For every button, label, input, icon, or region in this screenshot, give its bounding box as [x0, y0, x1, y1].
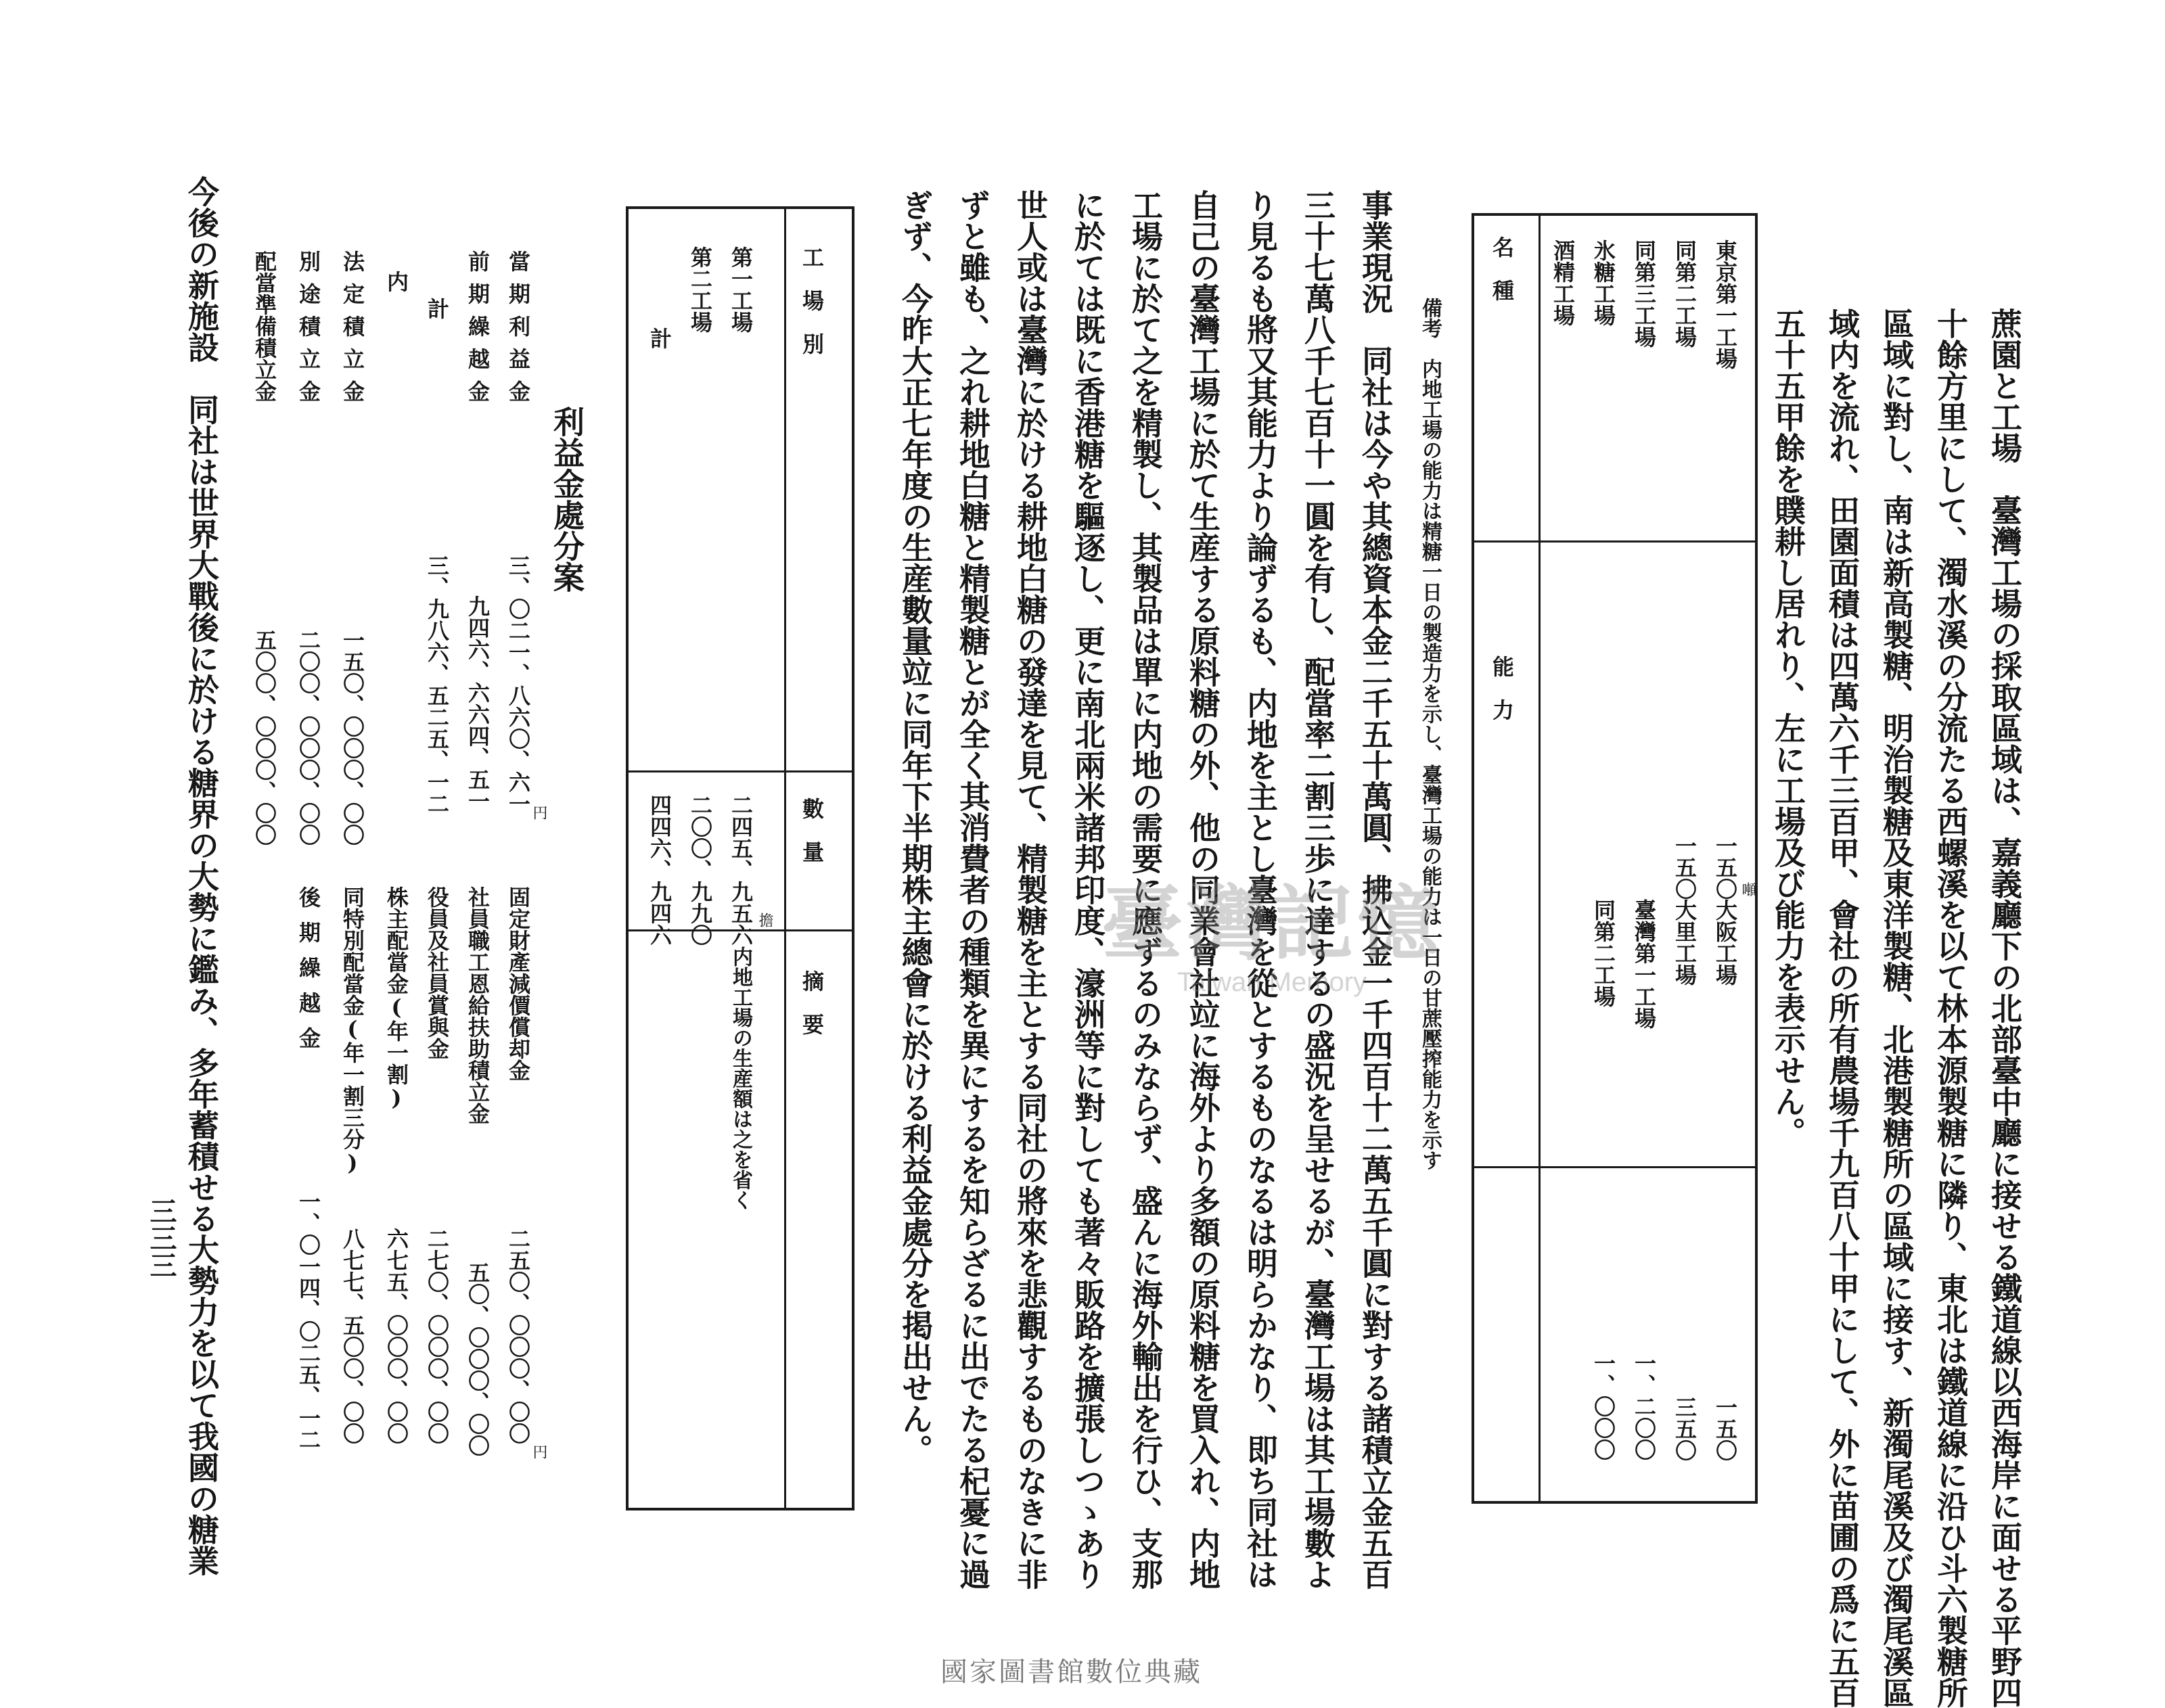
main-text-col5: 五十五甲餘を贌耕し居れり、左に工場及び能力を表示せん。 [1770, 308, 1806, 1148]
capacity-left-value-2: 一五〇 [1672, 835, 1697, 900]
capacity-right-name-4: 同第二工場 [1591, 899, 1616, 1007]
page-number: 三三三 [145, 1197, 177, 1278]
capacity-header-name: 名 種 [1489, 236, 1515, 301]
profit-right-value-6: 一、〇一四、〇二五、一二 [296, 1191, 321, 1450]
business-text-col9: ぎず、今昨大正七年度の生産數量竝に同年下半期株主總會に於ける利益金處分を掲出せん。 [897, 189, 934, 1465]
capacity-left-value-1: 一五〇 [1712, 835, 1738, 900]
capacity-left-name-4: 氷糖工場 [1591, 239, 1616, 326]
profit-right-label-4: 株主配當金(年一割) [384, 886, 409, 1111]
profit-left-value-5: 一五〇、〇〇〇、〇〇 [340, 629, 365, 846]
production-table [626, 206, 854, 1510]
profit-left-value-1: 三、〇二一、八六〇、六一 [505, 555, 531, 814]
production-row-name-2: 第二工場 [687, 246, 713, 333]
profit-left-label-6: 別途積立金 [296, 250, 321, 413]
business-text-col8: ずと雖も、之れ耕地白糖と精製糖とが全く其消費者の種類を異にするを知らざるに出でたる杞憂に過 [955, 189, 991, 1590]
business-text-col2: 三十七萬八千七百十一圓を有し、配當率二割三歩に達するの盛況を呈せるが、臺灣工場は其工場數よ [1300, 189, 1336, 1590]
capacity-left-name-5: 酒精工場 [1550, 239, 1576, 326]
profit-right-label-5: 同特別配當金(年一割三分) [340, 886, 365, 1176]
watermark-main-text: 臺灣記憶 [1101, 876, 1442, 971]
production-note: 内地工場の生産額は之を省く [729, 946, 752, 1210]
profit-right-value-3: 二七〇、〇〇〇、〇〇 [424, 1228, 450, 1444]
business-text-col7: 世人或は臺灣に於ける耕地白糖の發達を見て、精製糖を主とする同社の將來を悲觀するものなきに非 [1012, 189, 1049, 1590]
taiwan-memory-watermark [1096, 859, 1448, 997]
profit-left-label-7: 配當準備積立金 [252, 250, 277, 402]
profit-right-label-2: 社員職工恩給扶助積立金 [465, 886, 491, 1124]
watermark-sub-text: Taiwan Memory [1177, 967, 1367, 997]
business-text-col1: 事業現況 同社は今や其總資本金二千五十萬圓、拂込金一千四百十二萬五千圓に對する諸積立金五百 [1357, 189, 1394, 1590]
profit-left-value-2: 九四六、六六四、五一 [465, 595, 491, 812]
main-text-col3: 區域に對し、南は新高製糖、明治製糖及東洋製糖、北港製糖所の區域に接す、新濁尾溪及び濁尾溪區 [1878, 308, 1915, 1708]
profit-yen-mark-1: 円 [530, 805, 547, 820]
capacity-left-name-1: 東京第一工場 [1712, 239, 1738, 369]
profit-right-value-4: 六七五、〇〇〇、〇〇 [384, 1228, 409, 1444]
production-header-note: 摘 要 [799, 970, 825, 1035]
profit-right-value-1: 二五〇、〇〇〇、〇〇 [505, 1228, 531, 1444]
profit-left-value-7: 五〇〇、〇〇〇、〇〇 [252, 629, 277, 846]
profit-right-value-5: 八七七、五〇〇、〇〇 [340, 1228, 365, 1444]
capacity-header-capacity: 能 力 [1489, 655, 1515, 720]
footer-credit: 國家圖書館數位典藏 [940, 1657, 1202, 1688]
profit-title: 利益金處分案 [549, 406, 585, 593]
capacity-right-value-2: 三五〇 [1672, 1396, 1697, 1461]
profit-left-label-4: 内 [384, 271, 409, 292]
profit-right-label-1: 固定財產減價償却金 [505, 886, 531, 1081]
business-text-col5: 工場に於て之を精製し、其製品は單に内地の需要に應ずるのみならず、盛んに海外輸出を行ひ、支那 [1127, 189, 1164, 1590]
capacity-right-value-1: 一五〇 [1712, 1396, 1738, 1461]
business-text-col6: に於ては既に香港糖を驅逐し、更に南北兩米諸邦印度、濠洲等に對しても著々販路を擴張しつゝあり [1070, 189, 1106, 1590]
business-text-col4: 自己の臺灣工場に於て生産する原料糖の外、他の同業會社竝に海外より多額の原料糖を買入れ、内地 [1185, 189, 1221, 1590]
profit-left-label-2: 前期繰越金 [465, 250, 491, 413]
profit-right-label-6: 後期繰越金 [296, 886, 321, 1062]
capacity-right-value-4: 一、〇〇〇 [1591, 1352, 1616, 1460]
profit-left-label-5: 法定積立金 [340, 250, 365, 413]
profit-left-label-1: 當期利益金 [505, 250, 531, 413]
profit-right-label-3: 役員及社員賞與金 [424, 886, 450, 1059]
profit-left-value-6: 二〇〇、〇〇〇、〇〇 [296, 629, 321, 846]
capacity-ton-mark: 噸 [1739, 882, 1756, 897]
production-row-value-3: 四四六、九四六 [647, 794, 673, 946]
profit-right-value-2: 五〇、〇〇〇、〇〇 [465, 1262, 491, 1456]
profit-left-label-3: 計 [424, 298, 450, 319]
capacity-table [1472, 213, 1758, 1504]
main-text-col1: 蔗園と工場 臺灣工場の採取區域は、嘉義廳下の北部臺中廳に接せる鐵道線以西海岸に面せる平野四 [1986, 308, 2023, 1708]
capacity-left-name-3: 同第三工場 [1631, 239, 1657, 348]
capacity-left-name-2: 同第二工場 [1672, 239, 1697, 348]
capacity-remark: 備考 内地工場の能力は精糖一日の製造力を示し、臺灣工場の能力は一日の甘蔗壓搾能力を示す [1418, 298, 1442, 1170]
profit-yen-mark-2: 円 [530, 1444, 547, 1459]
capacity-right-name-3: 臺灣第一工場 [1631, 899, 1657, 1029]
production-header-factory: 工 場 別 [799, 246, 825, 354]
capacity-right-name-2: 大里工場 [1672, 899, 1697, 986]
capacity-right-value-3: 一、二〇〇 [1631, 1352, 1657, 1460]
profit-left-value-3: 三、九八六、五二五、一二 [424, 555, 450, 814]
main-text-col4: 域内を流れ、田園面積は四萬六千三百甲、會社の所有農場千九百八十甲にして、外に苗圃の爲に五百 [1824, 308, 1861, 1708]
business-text-col3: り見るも將又其能力より論ずるも、内地を主とし臺灣を從とするものなるは明らかなり、即ち同社は [1242, 189, 1279, 1590]
final-text-col1: 今後の新施設 同社は世界大戰後に於ける糖界の大勢に鑑み、多年蓄積せる大勢力を以て我國の糖業 [183, 176, 220, 1576]
capacity-right-name-1: 大阪工場 [1712, 899, 1738, 986]
production-row-name-3: 計 [647, 327, 673, 349]
production-row-value-2: 二〇〇、九九〇 [687, 794, 713, 946]
production-unit: 擔 [756, 913, 773, 927]
production-row-name-1: 第一工場 [728, 246, 754, 333]
main-text-col2: 十餘方里にして、濁水溪の分流たる西螺溪を以て林本源製糖に隣り、東北は鐵道線に沿ひ斗六製糖所 [1932, 308, 1969, 1708]
production-header-quantity: 數 量 [799, 798, 825, 862]
production-row-value-1: 二四五、九五六 [728, 794, 754, 946]
